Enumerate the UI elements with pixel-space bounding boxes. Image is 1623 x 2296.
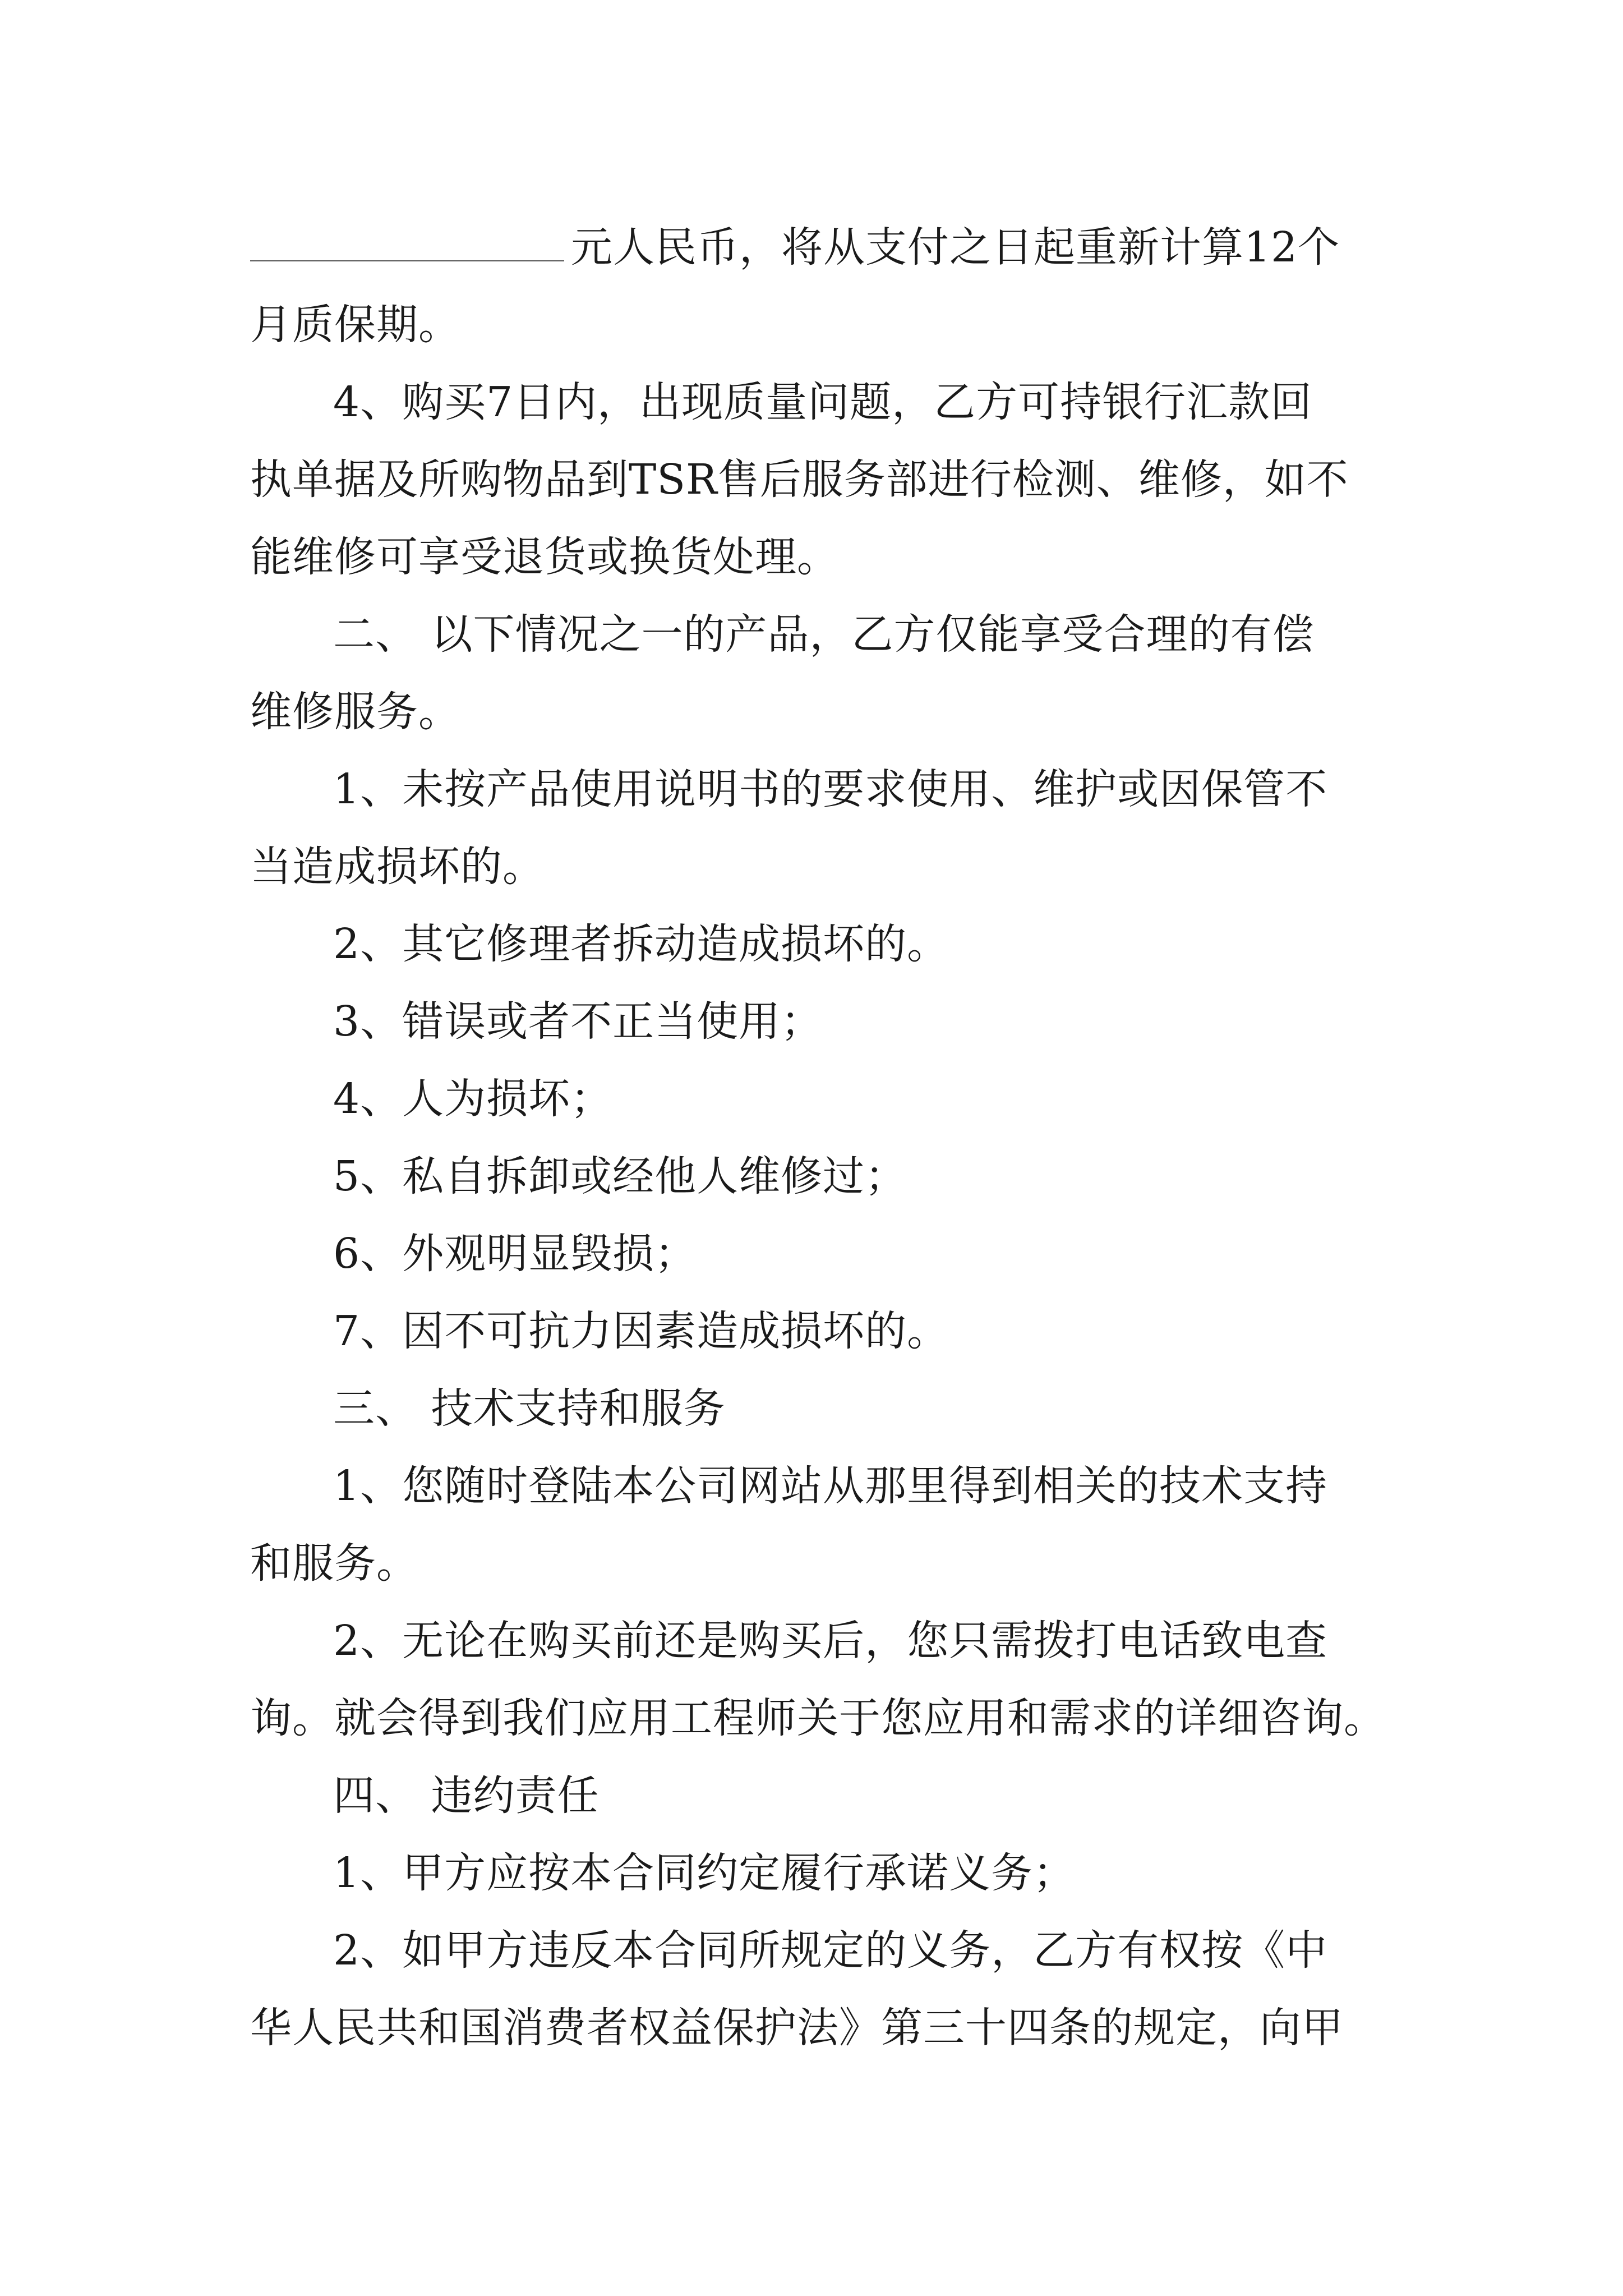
document-body bbox=[250, 209, 1386, 2067]
section-heading-3: 三、 技术支持和服务 bbox=[333, 1384, 726, 1433]
section-heading-4: 四、 违约责任 bbox=[333, 1772, 600, 1820]
text-line-22: 1、甲方应按本合同约定履行承诺义务； bbox=[333, 1849, 1076, 1897]
text-line-18: 和服务。 bbox=[250, 1539, 418, 1588]
text-line-4: 执单据及所购物品到TSR售后服务部进行检测、维修，如不 bbox=[250, 455, 1349, 504]
text-line-3: 4、购买7日内，出现质量问题，乙方可持银行汇款回 bbox=[333, 378, 1313, 426]
text-line-9: 当造成损坏的。 bbox=[250, 843, 545, 891]
text-line-23: 2、如甲方违反本合同所规定的义务，乙方有权按《中 bbox=[333, 1926, 1328, 1975]
text-line-7: 维修服务。 bbox=[250, 688, 460, 736]
text-line-15: 7、因不可抗力因素造成损坏的。 bbox=[333, 1307, 949, 1355]
text-line-13: 5、私自拆卸或经他人维修过； bbox=[333, 1152, 907, 1200]
text-line-24: 华人民共和国消费者权益保护法》第三十四条的规定，向甲 bbox=[250, 2004, 1344, 2052]
text-line-8: 1、未按产品使用说明书的要求使用、维护或因保管不 bbox=[333, 765, 1328, 813]
text-line-2: 月质保期。 bbox=[250, 301, 460, 349]
section-heading-2: 二、 以下情况之一的产品，乙方仅能享受合理的有偿 bbox=[333, 610, 1315, 659]
line-text: 元人民币，将从支付之日起重新计算12个 bbox=[571, 223, 1340, 272]
text-line-20: 询。就会得到我们应用工程师关于您应用和需求的详细咨询。 bbox=[250, 1694, 1386, 1742]
text-line-14: 6、外观明显毁损； bbox=[333, 1230, 697, 1278]
text-line-1 bbox=[250, 209, 1380, 286]
text-line-12: 4、人为损坏； bbox=[333, 1075, 613, 1123]
text-line-17: 1、您随时登陆本公司网站从那里得到相关的技术支持 bbox=[333, 1462, 1328, 1510]
text-line-10: 2、其它修理者拆动造成损坏的。 bbox=[333, 920, 949, 968]
text-line-5: 能维修可享受退货或换货处理。 bbox=[250, 533, 839, 581]
text-line-11: 3、错误或者不正当使用； bbox=[333, 997, 823, 1046]
text-line-19: 2、无论在购买前还是购买后，您只需拨打电话致电查 bbox=[333, 1617, 1328, 1665]
fill-in-blank[interactable] bbox=[250, 219, 564, 261]
